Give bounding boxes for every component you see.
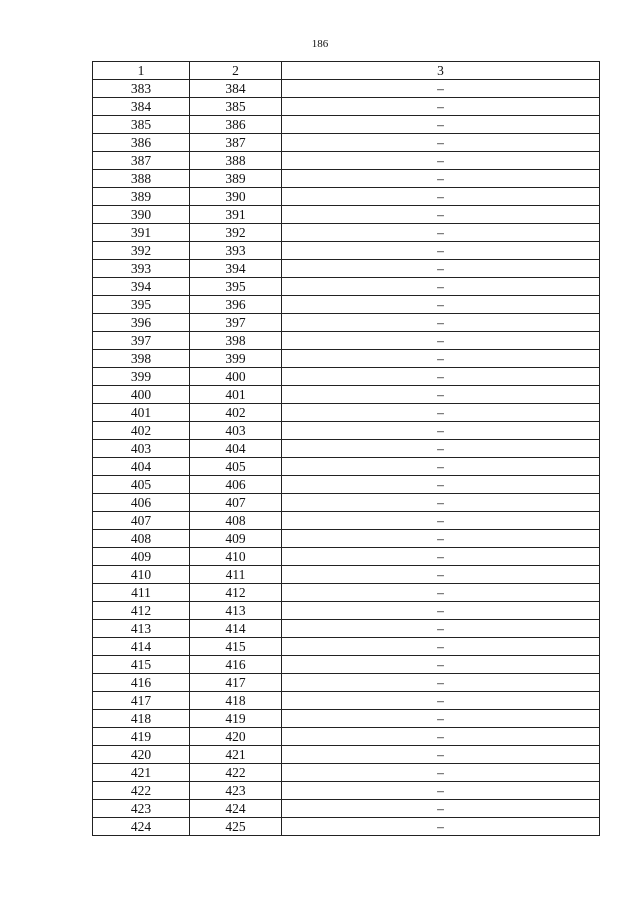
table-row xyxy=(93,404,600,422)
table-cell-col-1: 420 xyxy=(93,746,190,764)
table-cell-col-3: – xyxy=(282,368,600,386)
table-cell-col-3: – xyxy=(282,170,600,188)
table-cell-col-1: 405 xyxy=(93,476,190,494)
table-cell-col-3: – xyxy=(282,728,600,746)
table-cell-col-3: – xyxy=(282,350,600,368)
table-cell-col-1: 418 xyxy=(93,710,190,728)
table-cell-col-2: 420 xyxy=(190,728,282,746)
table-cell-col-1: 410 xyxy=(93,566,190,584)
table-cell-col-1: 397 xyxy=(93,332,190,350)
table-row xyxy=(93,422,600,440)
table-cell-col-2: 409 xyxy=(190,530,282,548)
table-cell-col-1: 401 xyxy=(93,404,190,422)
table-row xyxy=(93,386,600,404)
table-cell-col-2: 414 xyxy=(190,620,282,638)
table-cell-col-1: 411 xyxy=(93,584,190,602)
table-cell-col-1: 396 xyxy=(93,314,190,332)
table-row xyxy=(93,782,600,800)
table-cell-col-1: 391 xyxy=(93,224,190,242)
table-cell-col-3: – xyxy=(282,674,600,692)
table-row xyxy=(93,602,600,620)
table-cell-col-2: 396 xyxy=(190,296,282,314)
table-cell-col-2: 404 xyxy=(190,440,282,458)
table-cell-col-3: – xyxy=(282,494,600,512)
table-row xyxy=(93,818,600,836)
table-cell-col-2: 386 xyxy=(190,116,282,134)
table-cell-col-3: – xyxy=(282,530,600,548)
table-row xyxy=(93,656,600,674)
table-cell-col-1: 421 xyxy=(93,764,190,782)
table-row xyxy=(93,206,600,224)
table-cell-col-1: 417 xyxy=(93,692,190,710)
table-cell-col-2: 395 xyxy=(190,278,282,296)
table-cell-col-1: 387 xyxy=(93,152,190,170)
table-cell-col-1: 393 xyxy=(93,260,190,278)
table-cell-col-3: – xyxy=(282,620,600,638)
table-row xyxy=(93,674,600,692)
table-cell-col-2: 412 xyxy=(190,584,282,602)
table-cell-col-1: 412 xyxy=(93,602,190,620)
column-header-1: 1 xyxy=(93,62,190,80)
table-row xyxy=(93,512,600,530)
table-cell-col-2: 400 xyxy=(190,368,282,386)
table-cell-col-1: 415 xyxy=(93,656,190,674)
table-row xyxy=(93,566,600,584)
table-cell-col-3: – xyxy=(282,80,600,98)
table-cell-col-3: – xyxy=(282,710,600,728)
table-cell-col-2: 407 xyxy=(190,494,282,512)
table-cell-col-2: 387 xyxy=(190,134,282,152)
table-row xyxy=(93,710,600,728)
table-row xyxy=(93,134,600,152)
table-cell-col-3: – xyxy=(282,98,600,116)
table-cell-col-2: 410 xyxy=(190,548,282,566)
table-cell-col-1: 403 xyxy=(93,440,190,458)
table-cell-col-2: 424 xyxy=(190,800,282,818)
table-cell-col-1: 409 xyxy=(93,548,190,566)
table-header-row xyxy=(93,62,600,80)
table-cell-col-3: – xyxy=(282,476,600,494)
table-cell-col-3: – xyxy=(282,116,600,134)
table-cell-col-1: 390 xyxy=(93,206,190,224)
table-cell-col-2: 417 xyxy=(190,674,282,692)
table-cell-col-3: – xyxy=(282,422,600,440)
table-cell-col-1: 414 xyxy=(93,638,190,656)
table-row xyxy=(93,314,600,332)
table-cell-col-2: 403 xyxy=(190,422,282,440)
table-row xyxy=(93,296,600,314)
data-table xyxy=(92,61,600,836)
table-row xyxy=(93,98,600,116)
table-cell-col-2: 419 xyxy=(190,710,282,728)
table-cell-col-1: 402 xyxy=(93,422,190,440)
table-cell-col-1: 398 xyxy=(93,350,190,368)
table-cell-col-3: – xyxy=(282,224,600,242)
table-row xyxy=(93,584,600,602)
table-body xyxy=(93,80,600,836)
table-row xyxy=(93,620,600,638)
table-row xyxy=(93,764,600,782)
table-cell-col-2: 411 xyxy=(190,566,282,584)
table-cell-col-1: 384 xyxy=(93,98,190,116)
table-cell-col-2: 405 xyxy=(190,458,282,476)
table-row xyxy=(93,800,600,818)
table-row xyxy=(93,350,600,368)
table-cell-col-3: – xyxy=(282,332,600,350)
table-cell-col-2: 391 xyxy=(190,206,282,224)
table-cell-col-2: 392 xyxy=(190,224,282,242)
table-cell-col-2: 416 xyxy=(190,656,282,674)
table-cell-col-1: 407 xyxy=(93,512,190,530)
table-cell-col-2: 401 xyxy=(190,386,282,404)
table-cell-col-2: 390 xyxy=(190,188,282,206)
table-cell-col-3: – xyxy=(282,692,600,710)
table-row xyxy=(93,368,600,386)
table-cell-col-3: – xyxy=(282,458,600,476)
table-cell-col-3: – xyxy=(282,584,600,602)
table-cell-col-3: – xyxy=(282,818,600,836)
table-cell-col-3: – xyxy=(282,512,600,530)
table-cell-col-2: 421 xyxy=(190,746,282,764)
table-row xyxy=(93,530,600,548)
table-cell-col-2: 388 xyxy=(190,152,282,170)
table-row xyxy=(93,332,600,350)
table-cell-col-3: – xyxy=(282,746,600,764)
table-row xyxy=(93,494,600,512)
table-cell-col-2: 394 xyxy=(190,260,282,278)
table-cell-col-3: – xyxy=(282,440,600,458)
table-cell-col-2: 389 xyxy=(190,170,282,188)
table-cell-col-1: 406 xyxy=(93,494,190,512)
table-cell-col-2: 399 xyxy=(190,350,282,368)
table-cell-col-3: – xyxy=(282,566,600,584)
table-cell-col-1: 395 xyxy=(93,296,190,314)
table-cell-col-2: 385 xyxy=(190,98,282,116)
table-cell-col-2: 402 xyxy=(190,404,282,422)
table-cell-col-3: – xyxy=(282,404,600,422)
table-cell-col-2: 406 xyxy=(190,476,282,494)
table-row xyxy=(93,458,600,476)
table-row xyxy=(93,476,600,494)
table-row xyxy=(93,152,600,170)
table-cell-col-1: 394 xyxy=(93,278,190,296)
table-cell-col-1: 422 xyxy=(93,782,190,800)
table-cell-col-2: 422 xyxy=(190,764,282,782)
table-cell-col-3: – xyxy=(282,548,600,566)
table-cell-col-2: 408 xyxy=(190,512,282,530)
table-cell-col-2: 413 xyxy=(190,602,282,620)
table-cell-col-2: 418 xyxy=(190,692,282,710)
column-header-2: 2 xyxy=(190,62,282,80)
table-cell-col-2: 398 xyxy=(190,332,282,350)
table-cell-col-3: – xyxy=(282,764,600,782)
table-row xyxy=(93,242,600,260)
table-cell-col-3: – xyxy=(282,656,600,674)
table-cell-col-3: – xyxy=(282,278,600,296)
table-cell-col-1: 416 xyxy=(93,674,190,692)
table-row xyxy=(93,170,600,188)
table-cell-col-3: – xyxy=(282,638,600,656)
table-cell-col-1: 424 xyxy=(93,818,190,836)
table-cell-col-3: – xyxy=(282,602,600,620)
table-cell-col-1: 419 xyxy=(93,728,190,746)
table-cell-col-1: 385 xyxy=(93,116,190,134)
table-cell-col-1: 423 xyxy=(93,800,190,818)
table-cell-col-2: 415 xyxy=(190,638,282,656)
table-cell-col-1: 383 xyxy=(93,80,190,98)
table-row xyxy=(93,224,600,242)
table-cell-col-2: 425 xyxy=(190,818,282,836)
table-cell-col-3: – xyxy=(282,800,600,818)
table-cell-col-1: 388 xyxy=(93,170,190,188)
table-cell-col-1: 386 xyxy=(93,134,190,152)
table-cell-col-1: 392 xyxy=(93,242,190,260)
table-cell-col-1: 389 xyxy=(93,188,190,206)
table-cell-col-3: – xyxy=(282,296,600,314)
table-cell-col-3: – xyxy=(282,260,600,278)
table-row xyxy=(93,638,600,656)
table-row xyxy=(93,116,600,134)
table-cell-col-2: 397 xyxy=(190,314,282,332)
table-cell-col-2: 393 xyxy=(190,242,282,260)
table-cell-col-3: – xyxy=(282,242,600,260)
table-cell-col-1: 408 xyxy=(93,530,190,548)
table-cell-col-2: 423 xyxy=(190,782,282,800)
page-number: 186 xyxy=(311,38,329,50)
table-cell-col-3: – xyxy=(282,314,600,332)
table-cell-col-1: 399 xyxy=(93,368,190,386)
table-cell-col-1: 404 xyxy=(93,458,190,476)
table-cell-col-2: 384 xyxy=(190,80,282,98)
table-row xyxy=(93,548,600,566)
table-cell-col-3: – xyxy=(282,152,600,170)
table-row xyxy=(93,260,600,278)
table-cell-col-3: – xyxy=(282,782,600,800)
table-row xyxy=(93,278,600,296)
table-cell-col-3: – xyxy=(282,188,600,206)
table-cell-col-1: 413 xyxy=(93,620,190,638)
table-cell-col-1: 400 xyxy=(93,386,190,404)
table-row xyxy=(93,80,600,98)
column-header-3: 3 xyxy=(282,62,600,80)
table-row xyxy=(93,728,600,746)
table-row xyxy=(93,440,600,458)
table-row xyxy=(93,692,600,710)
table-cell-col-3: – xyxy=(282,206,600,224)
table-cell-col-3: – xyxy=(282,386,600,404)
table-row xyxy=(93,746,600,764)
table-row xyxy=(93,188,600,206)
table-cell-col-3: – xyxy=(282,134,600,152)
